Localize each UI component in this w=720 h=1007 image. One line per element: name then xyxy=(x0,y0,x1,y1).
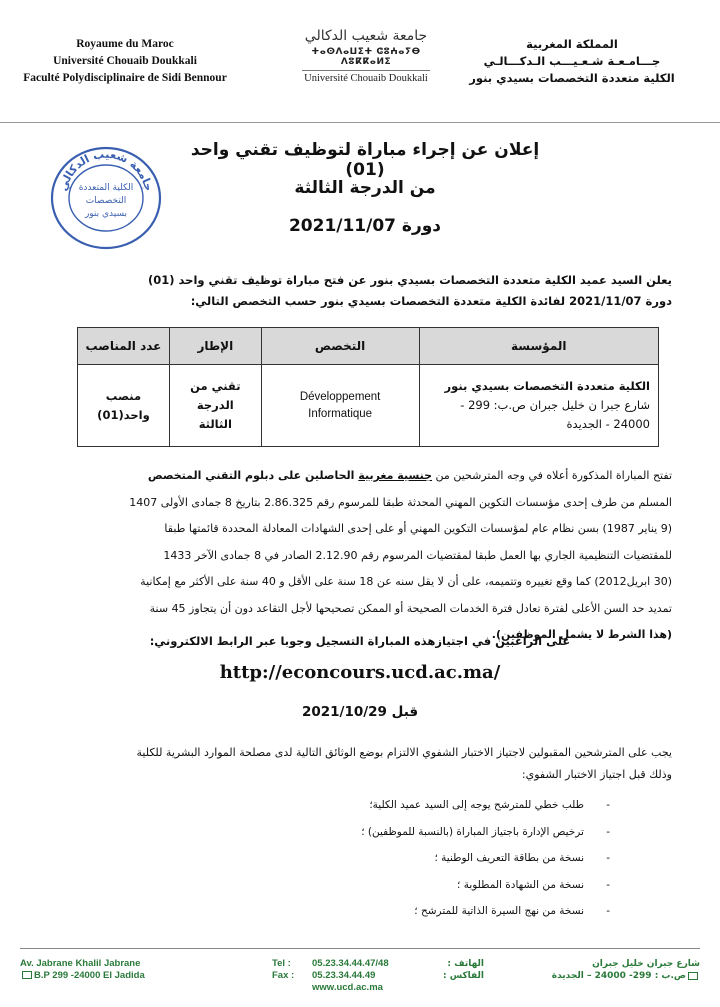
col-grade: الإطار xyxy=(169,328,261,365)
institution-name: الكلية متعددة التخصصات بسيدي بنور xyxy=(444,379,650,393)
paragraph-line: للمقتضيات التنظيمية الجاري بها العمل طبقا لمقتضيات المرسوم رقم 2.12.90 الصادر في 8 جمادى الآخر 1433 xyxy=(163,548,672,562)
col-positions: عدد المناصب xyxy=(78,328,170,365)
mail-icon xyxy=(688,972,698,980)
col-specialty: التخصص xyxy=(261,328,419,365)
cell-grade xyxy=(169,365,261,447)
intro-text xyxy=(72,270,672,312)
paragraph-text: الحاصلين على دبلوم التقني المتخصص xyxy=(147,469,359,482)
specialty-line: Informatique xyxy=(308,407,373,420)
list-item: - طلب خطي للمترشح يوجه إلى السيد عميد الكلية؛ xyxy=(210,792,610,819)
cell-institution xyxy=(419,365,659,447)
logo-french: Université Chouaib Doukkali xyxy=(304,73,428,84)
list-item: - نسخة من نهج السيرة الذاتية للمترشح ؛ xyxy=(210,898,610,925)
nationality-emphasis: جنسية مغربية xyxy=(358,469,433,482)
requirements-line: وذلك قبل اجتياز الاختبار الشفوي: xyxy=(521,768,672,781)
footer-ar-street: شارع جبران خليل جبران xyxy=(592,959,700,969)
header-fr-line: Faculté Polydisciplinaire de Sidi Bennour xyxy=(23,72,227,84)
list-item: - ترخيص الإدارة باجتياز المباراة (بالنسبة للموظفين) ؛ xyxy=(210,819,610,846)
requirements-text xyxy=(50,742,672,786)
header-fr-line: Royaume du Maroc xyxy=(76,38,174,50)
registration-deadline: قبل 2021/10/29 xyxy=(301,704,419,720)
header-arabic xyxy=(442,36,702,87)
logo-divider xyxy=(302,70,430,71)
requirements-line: يجب على المترشحين المقبولين لاجتياز الاختبار الشفوي الالتزام بوضع الوثائق التالية لدى مصلحة الموارد البشرية للكلية xyxy=(136,746,672,759)
announcement-title: إعلان عن إجراء مباراة لتوظيف تقني واحد (01) xyxy=(190,140,540,180)
announcement-session: دورة 2021/11/07 xyxy=(288,216,442,236)
header-ar-line: الكلية متعددة التخصصات بسيدي بنور xyxy=(469,71,675,85)
positions-table xyxy=(77,327,659,447)
announcement-grade: من الدرجة الثالثة xyxy=(294,178,436,198)
eligibility-paragraph xyxy=(50,463,672,649)
cell-specialty xyxy=(261,365,419,447)
paragraph-line: المسلم من طرف إحدى مؤسسات التكوين المهني المحدثة طبقا للمرسوم رقم 2.86.325 بتاريخ 8 جمادى الأولى 1407 xyxy=(129,495,672,509)
paragraph-line xyxy=(50,463,672,490)
paragraph-text: تفتح المباراة المذكورة أعلاه في وجه المترشحين من xyxy=(432,469,672,482)
fax-label: Fax : xyxy=(272,970,295,981)
header-french xyxy=(0,36,250,87)
fax-value: 05.23.34.44.49 xyxy=(312,970,376,981)
paragraph-line: (30 ابريل2012) كما وقع تغييره وتتميمه، على أن لا يقل سنه عن 18 سنة على الأقل و 40 سنة على الأكثر مع إمكانية xyxy=(140,575,672,588)
list-item: - نسخة من الشهادة المطلوبة ؛ xyxy=(210,872,610,899)
registration-instruction: على الراغبين في اجتيازهذه المباراة التسجيل وجوبا عبر الرابط الالكتروني: xyxy=(149,634,571,648)
official-stamp xyxy=(48,142,164,250)
registration-link[interactable]: http://econcours.ucd.ac.ma/ xyxy=(219,662,501,683)
footer-address-fr xyxy=(20,958,220,982)
specialty-line: Développement xyxy=(299,390,381,403)
header-ar-line: المملكة المغربية xyxy=(526,37,618,51)
stamp-inner-line: بسيدي بنور xyxy=(84,209,128,219)
footer-po-box xyxy=(20,970,220,982)
tel-label: Tel : xyxy=(272,958,291,969)
paragraph-line: (هذا الشرط لا يشمل الموظفين). xyxy=(491,628,672,641)
footer-divider xyxy=(20,948,700,949)
mail-icon xyxy=(22,971,32,979)
cell-positions xyxy=(78,365,170,447)
header-divider xyxy=(0,122,720,123)
institution-address: شارع جبرا ن خليل جبران ص.ب: 299 - 24000 - الجديدة xyxy=(460,398,650,431)
footer-ar-po-box xyxy=(500,970,700,982)
intro-line: يعلن السيد عميد الكلية متعددة التخصصات بسيدي بنور عن فتح مباراة توظيف تقني واحد (01) xyxy=(147,273,672,287)
stamp-outer-text: جامعة شعيب الدكالي xyxy=(56,147,156,193)
tel-value: 05.23.34.44.47/48 xyxy=(312,958,389,969)
list-item: - نسخة من بطاقة التعريف الوطنية ؛ xyxy=(210,845,610,872)
stamp-inner-line: التخصصات xyxy=(85,196,127,206)
table-row xyxy=(78,365,659,447)
header-fr-line: Université Chouaib Doukkali xyxy=(53,55,197,67)
stamp-inner-line: الكلية المتعددة xyxy=(78,183,134,193)
col-institution: المؤسسة xyxy=(419,328,659,365)
footer-website[interactable]: www.ucd.ac.ma xyxy=(312,982,383,993)
grade-line: الثالثة xyxy=(198,417,232,431)
footer-address-ar xyxy=(500,958,700,982)
footer-ar-po-box-text: ص.ب : 299- 24000 – الجديدة xyxy=(551,971,686,981)
ar-tel-label: الهاتف : xyxy=(447,959,484,969)
documents-list xyxy=(210,792,610,925)
paragraph-line: (9 يناير 1987) بسن نظام عام لمؤسسات التكوين المهني أو على إحدى الشهادات المعادلة المحددة قائمتها طبقا xyxy=(164,522,672,535)
logo-arabic: جامعة شعيب الدكالي xyxy=(304,28,428,44)
header-ar-line: جـــامـعـة شـعـيـــب الـدكـــالـي xyxy=(483,54,661,68)
table-header-row xyxy=(78,328,659,365)
grade-line: تقني من الدرجة xyxy=(190,379,241,412)
paragraph-line: تمديد حد السن الأعلى لفترة تعادل فترة الخدمات الصحيحة أو الممكن تصحيحها لأجل التقاعد دون أن يتجاوز 45 سنة xyxy=(149,601,672,615)
footer-po-box-text: B.P 299 -24000 El Jadida xyxy=(34,970,145,981)
positions-line: منصب xyxy=(105,388,142,403)
intro-line: دورة 2021/11/07 لفائدة الكلية متعددة التخصصات بسيدي بنور حسب التخصص التالي: xyxy=(190,294,672,308)
footer-street: Av. Jabrane Khalil Jabrane xyxy=(20,958,141,969)
logo-tifinagh: ⵜⴰⵙⴷⴰⵡⵉⵜ ⵛⵓⵄⴰⵢⴱ ⴷⵓⴽⴽⴰⵍⵉ xyxy=(311,47,421,67)
footer-ar-labels xyxy=(424,958,484,982)
university-logo xyxy=(296,28,436,84)
ar-fax-label: الفاكس : xyxy=(442,971,484,981)
positions-line: واحد(01) xyxy=(97,407,150,422)
